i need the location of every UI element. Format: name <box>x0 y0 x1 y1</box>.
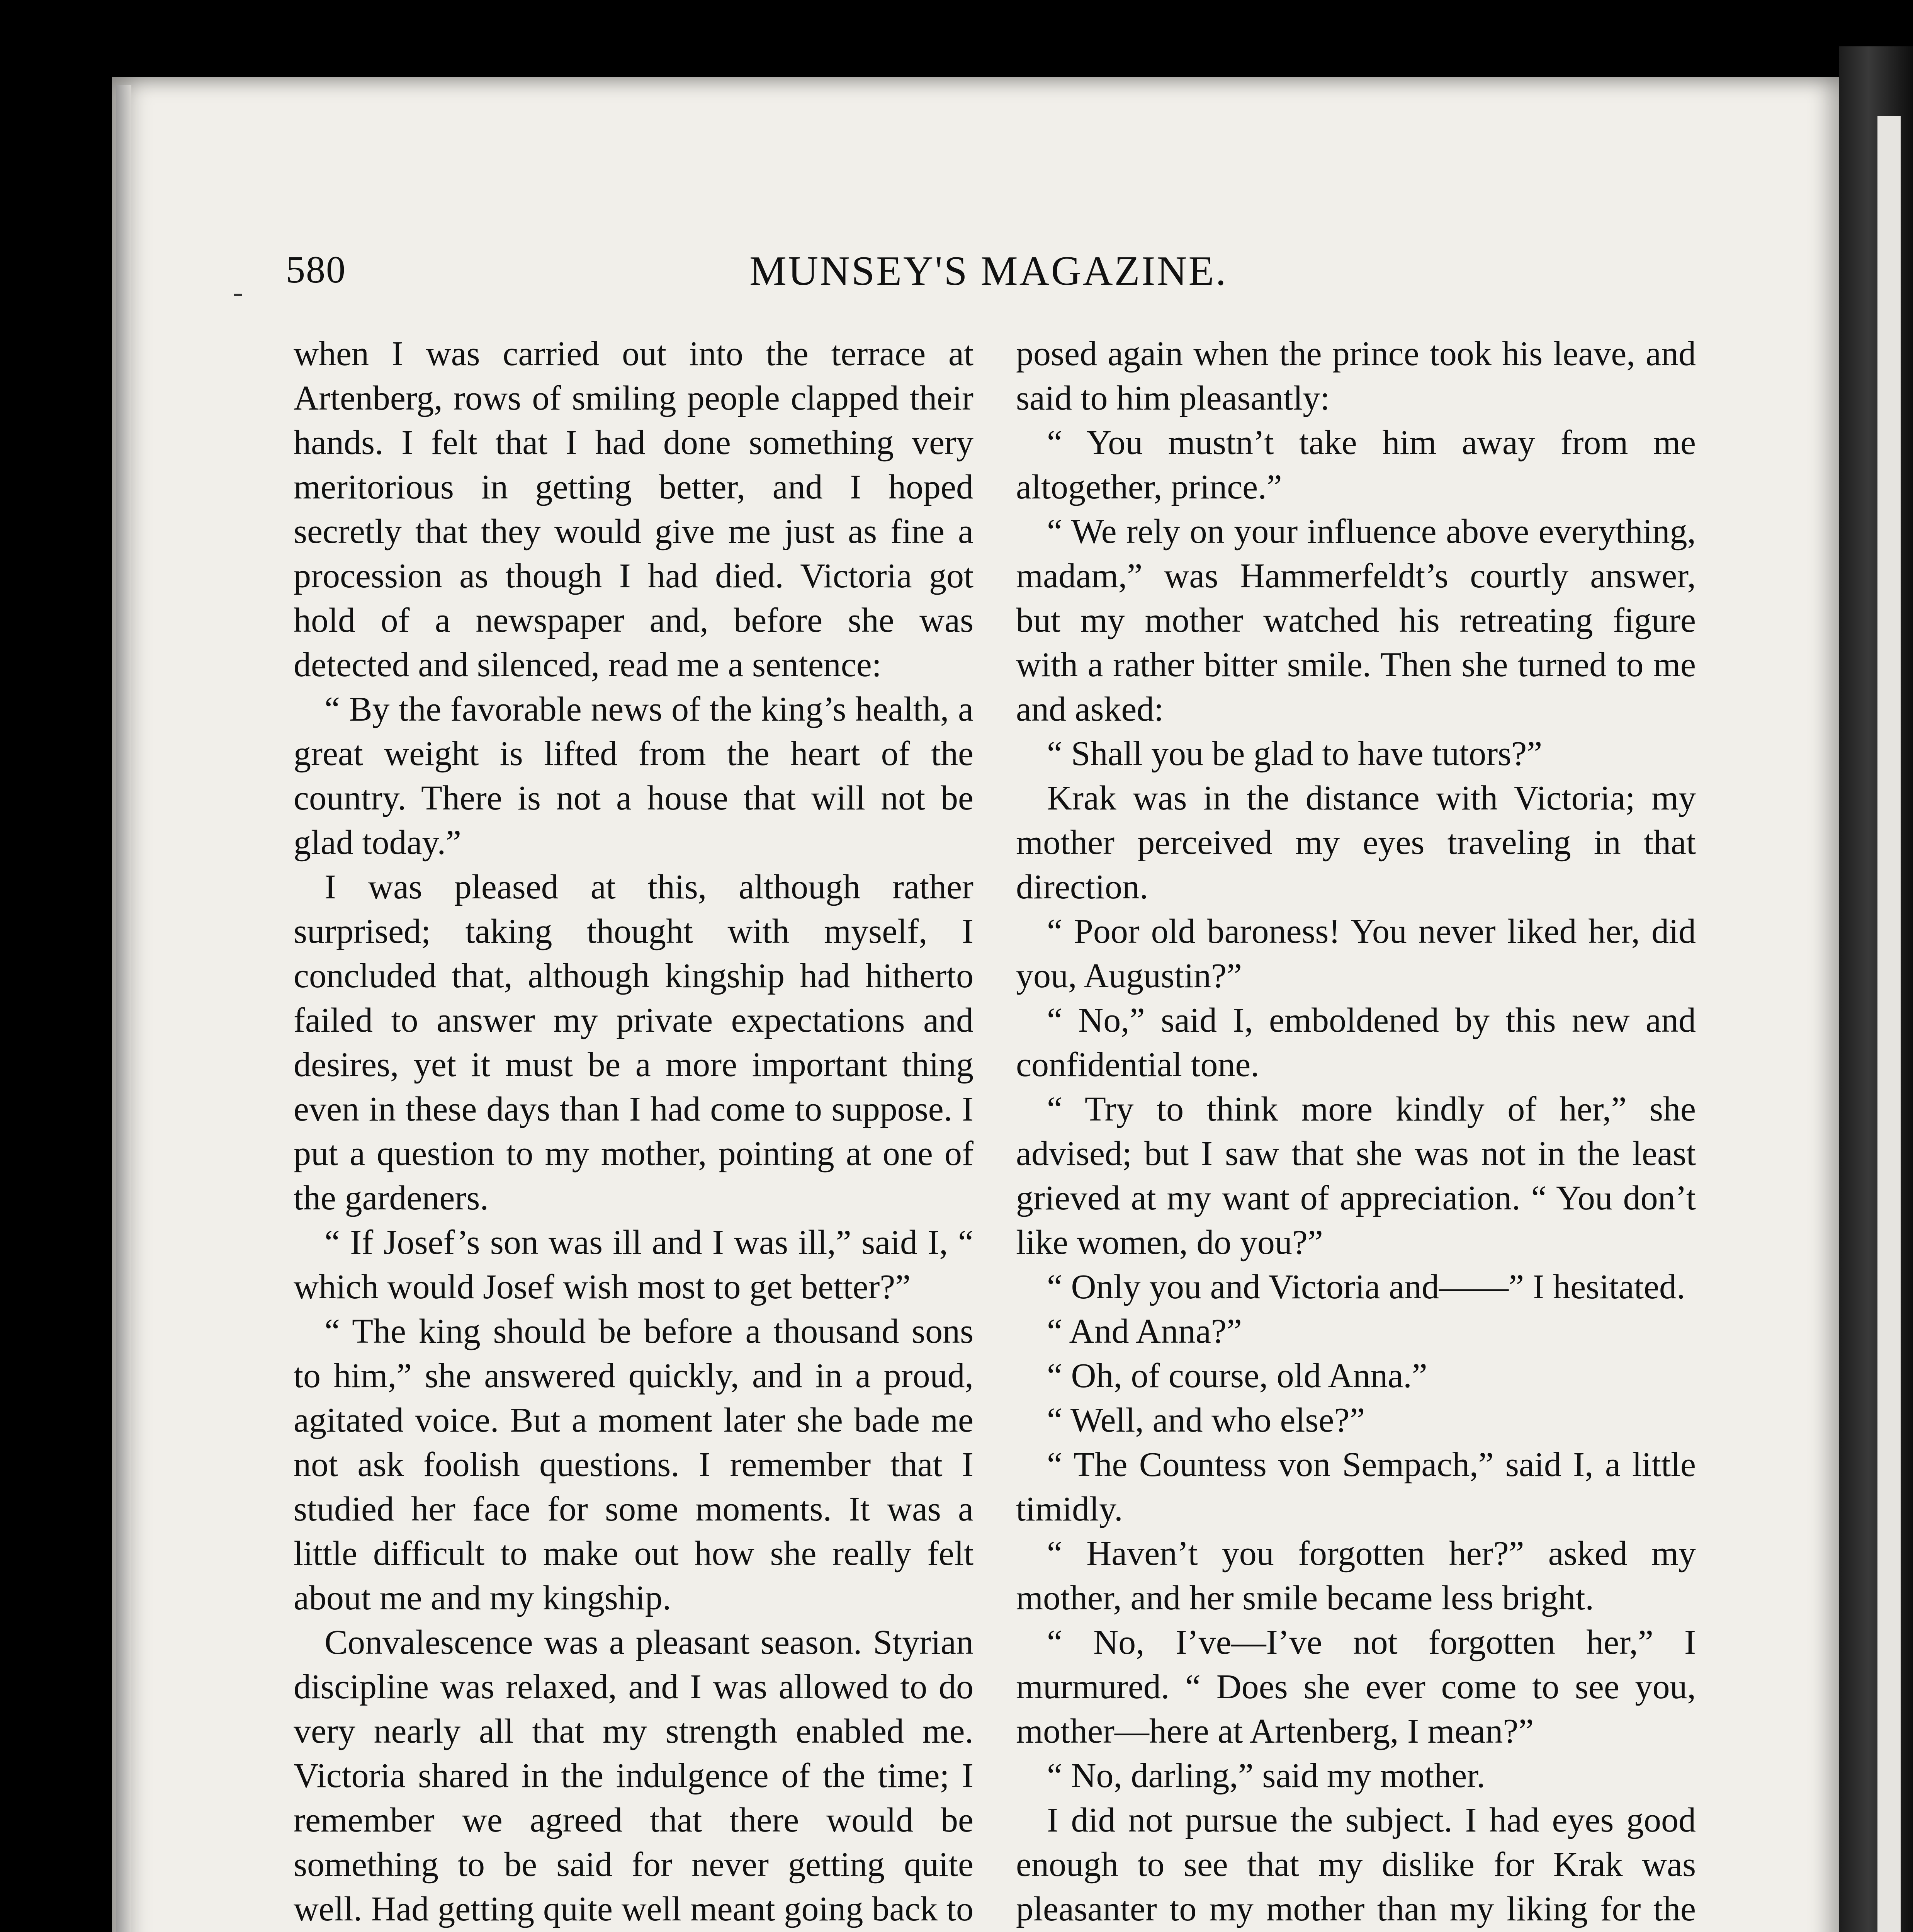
paragraph: posed again when the prince took his leave, and said to him pleasantly: <box>1016 335 1696 417</box>
page-header <box>286 240 1715 294</box>
paragraph: “ Try to think more kindly of her,” she advised; but I saw that she was not in the least grieved at my want of appreciation. “ You don’t like women, do you?” <box>1016 1090 1696 1262</box>
paragraph: “ Oh, of course, old Anna.” <box>1047 1357 1427 1395</box>
paragraph: “ No, I’ve—I’ve not forgotten her,” I murmured. “ Does she ever come to see you, mother—here at Artenberg, I mean?” <box>1016 1623 1696 1750</box>
left-column <box>294 332 973 1932</box>
book-gutter <box>1839 46 1913 1932</box>
paragraph: “ And Anna?” <box>1047 1312 1242 1350</box>
paragraph: I did not pursue the subject. I had eyes good enough to see that my dislike for Krak was pleasanter to my mother than my liking for the <box>1016 1801 1696 1928</box>
paragraph: “ Only you and Victoria and——” I hesitated. <box>1047 1268 1685 1306</box>
paragraph: “ Shall you be glad to have tutors?” <box>1047 735 1543 773</box>
paragraph: “ No,” said I, emboldened by this new and confidential tone. <box>1016 1001 1696 1084</box>
paragraph: “ Poor old baroness! You never liked her, did you, Augustin?” <box>1016 912 1696 995</box>
paragraph: when I was carried out into the terrace at Artenberg, rows of smiling people clapped their hands. I felt that I had done something very meritorious in getting better, and I hoped secretly that they would give me just as fine a procession as though I had died. Victoria got hold of a newspaper and, before she was detected and silenced, read me a sentence: <box>294 335 973 684</box>
paragraph: “ The king should be before a thousand sons to him,” she answered quickly, and in a proud, agitated voice. But a moment later she bade me not ask foolish questions. I remember that I studied her face for some moments. It was a little difficult to make out how she really felt about me and my kingship. <box>294 1312 973 1617</box>
paragraph: “ Haven’t you forgotten her?” asked my mother, and her smile became less bright. <box>1016 1534 1696 1617</box>
right-column <box>1016 332 1696 1932</box>
paragraph: “ Well, and who else?” <box>1047 1401 1365 1439</box>
page-number: 580 <box>286 248 346 291</box>
paragraph: “ If Josef’s son was ill and I was ill,” said I, “ which would Josef wish most to get better?” <box>294 1223 973 1306</box>
print-speck <box>234 294 242 296</box>
paragraph: “ The Countess von Sempach,” said I, a little timidly. <box>1016 1446 1696 1528</box>
paragraph: I was pleased at this, although rather surprised; taking thought with myself, I concluded that, although kingship had hitherto failed to answer my private expectations and desires, yet it must be a more important thing even in these days than I had come to suppose. I put a question to my mother, pointing at one of the gardeners. <box>294 868 973 1217</box>
next-page-edge <box>1877 116 1901 1932</box>
running-head: MUNSEY'S MAGAZINE. <box>749 248 1228 294</box>
page-edge-shadow <box>116 85 131 1932</box>
paragraph: Krak was in the distance with Victoria; my mother perceived my eyes traveling in that direction. <box>1016 779 1696 906</box>
paragraph: “ No, darling,” said my mother. <box>1047 1757 1485 1795</box>
paragraph: Convalescence was a pleasant season. Styrian discipline was relaxed, and I was allowed to do very nearly all that my strength enabled me. Victoria shared in the indulgence of the time; I remember we agreed that there would be something to be said for never getting quite well. Had getting quite well meant going back to <box>294 1623 973 1928</box>
paragraph: “ You mustn’t take him away from me altogether, prince.” <box>1016 423 1696 506</box>
paragraph: “ By the favorable news of the king’s health, a great weight is lifted from the heart of the country. There is not a house that will not be glad today.” <box>294 690 973 862</box>
paragraph: “ We rely on your influence above everything, madam,” was Hammerfeldt’s courtly answer, but my mother watched his retreating figure with a rather bitter smile. Then she turned to me and asked: <box>1016 512 1696 728</box>
